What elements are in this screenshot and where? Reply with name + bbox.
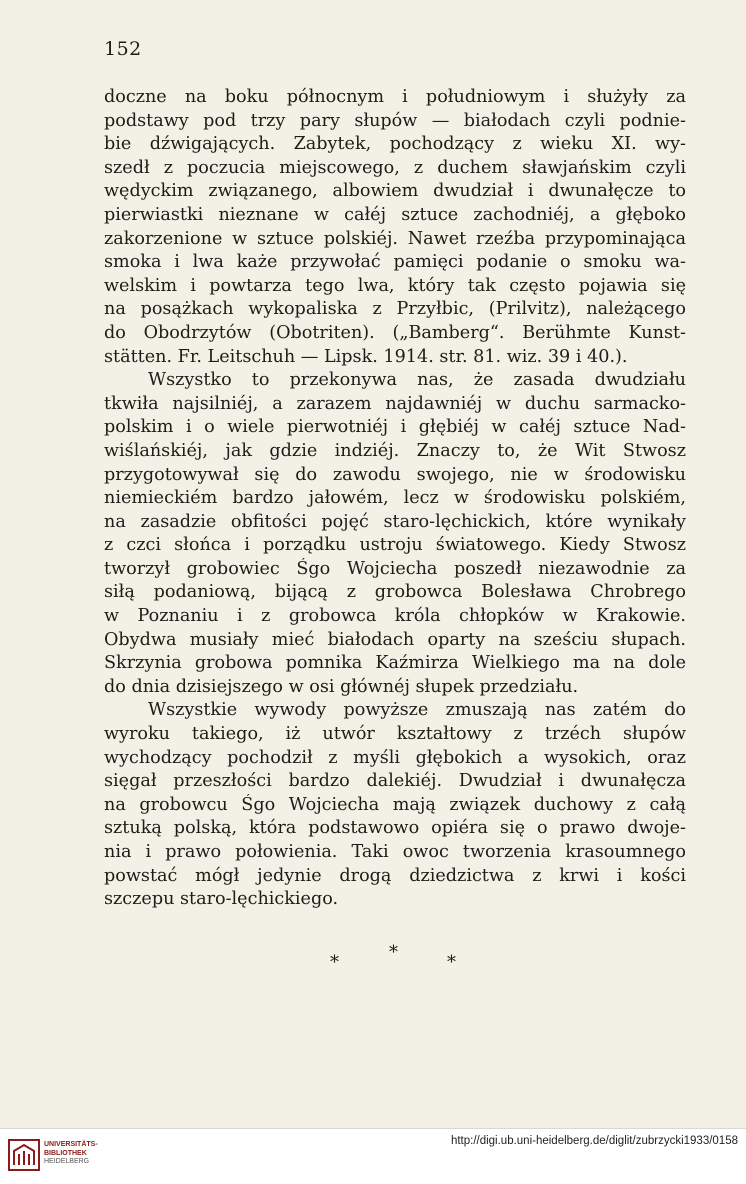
- text-line: do Obodrzytów (Obotriten). („Bamberg“. Berühmte Kunst-: [104, 322, 686, 343]
- text-line: Wszystko to przekonywa nas, że zasada dwudziału: [148, 370, 686, 391]
- text-line: wiślańskiéj, jak gdzie indziéj. Znaczy to, że Wit Stwosz: [104, 440, 686, 461]
- text-line: siłą podaniową, bijącą z grobowca Bolesława Chrobrego: [104, 582, 686, 603]
- text-line: powstać mógł jedynie drogą dziedzictwa z krwi i kości: [104, 865, 686, 886]
- text-line: w Poznaniu i z grobowca króla chłopków w Krakowie.: [104, 606, 686, 627]
- text-line: doczne na boku północnym i południowym i służyły za: [104, 87, 686, 107]
- text-line: z czci słońca i porządku ustroju światowego. Kiedy Stwosz: [104, 535, 686, 556]
- text-line: do dnia dzisiejszego w osi głównéj słupek przedziału.: [104, 676, 579, 697]
- text-line: Skrzynia grobowa pomnika Kaźmirza Wielkiego ma na dole: [104, 653, 686, 674]
- logo-line: BIBLIOTHEK: [44, 1149, 87, 1157]
- text-line: na posążkach wykopaliska z Przyłbic, (Prilvitz), należącego: [104, 299, 686, 320]
- text-line: tkwiła najsilniéj, a zarazem najdawniéj w duchu sarmacko-: [104, 393, 686, 414]
- body-text: [104, 86, 686, 912]
- text-line: sztuką polską, która podstawowo opiéra się o prawo dwoje-: [104, 818, 686, 839]
- text-line: pierwiastki nieznane w całéj sztuce zachodniéj, a głęboko: [104, 204, 686, 225]
- text-line: wędyckim związanego, albowiem dwudział i dwunałęcze to: [104, 181, 686, 202]
- text-line: stätten. Fr. Leitschuh — Lipsk. 1914. str. 81. wiz. 39 i 40.).: [104, 346, 628, 367]
- text-line: welskim i powtarza tego lwa, który tak często pojawia się: [104, 275, 686, 296]
- text-line: smoka i lwa każe przywołać pamięci podanie o smoku wa-: [104, 252, 686, 273]
- text-line: tworzył grobowiec Śgo Wojciecha poszedł niezawodnie za: [104, 558, 686, 579]
- text-line: Wszystkie wywody powyższe zmuszają nas zatém do: [148, 700, 686, 721]
- asterisk: *: [447, 952, 456, 973]
- text-line: polskim i o wiele pierwotniéj i głębiéj w całéj sztuce Nad-: [104, 417, 686, 438]
- text-line: przygotowywał się do zawodu swojego, nie w środowisku: [104, 464, 686, 485]
- footer-bar: [0, 1128, 746, 1184]
- library-name: [44, 1141, 98, 1167]
- text-line: podstawy pod trzy pary słupów — białodach czyli podnie-: [104, 110, 686, 131]
- text-line: zakorzenione w sztuce polskiéj. Nawet rzeźba przypominająca: [104, 228, 686, 249]
- logo-line: HEIDELBERG: [44, 1158, 90, 1165]
- library-logo-icon: [8, 1139, 40, 1171]
- text-line: bie dźwigających. Zabytek, pochodzący z wieku XI. wy-: [104, 134, 686, 155]
- logo-line: UNIVERSITÄTS-: [44, 1141, 98, 1148]
- asterisk: *: [330, 952, 339, 973]
- source-url-link[interactable]: http://digi.ub.uni-heidelberg.de/diglit/zubrzycki1933/0158: [450, 1135, 738, 1147]
- text-line: wyroku takiego, iż utwór kształtowy z trzéch słupów: [104, 724, 686, 745]
- page-number: 152: [104, 38, 142, 60]
- text-line: szczepu staro-lęchickiego.: [104, 889, 339, 910]
- text-line: niemieckiém bardzo jałowém, lecz w środowisku polskiém,: [104, 488, 686, 509]
- text-line: sięgał przeszłości bardzo dalekiéj. Dwudział i dwunałęcza: [104, 771, 686, 792]
- text-line: nia i prawo połowienia. Taki owoc tworzenia krasoumnego: [104, 842, 686, 862]
- asterisk: *: [389, 942, 398, 963]
- text-line: na zasadzie obfitości pojęć staro-lęchickich, które wynikały: [104, 511, 686, 532]
- text-line: na grobowcu Śgo Wojciecha mają związek duchowy z całą: [104, 794, 686, 815]
- text-line: szedł z poczucia miejscowego, z duchem sławjańskim czyli: [104, 157, 686, 178]
- text-line: wychodzący pochodził z myśli głębokich a wysokich, oraz: [104, 747, 686, 768]
- text-line: Obydwa musiały mieć białodach oparty na sześciu słupach.: [104, 629, 686, 650]
